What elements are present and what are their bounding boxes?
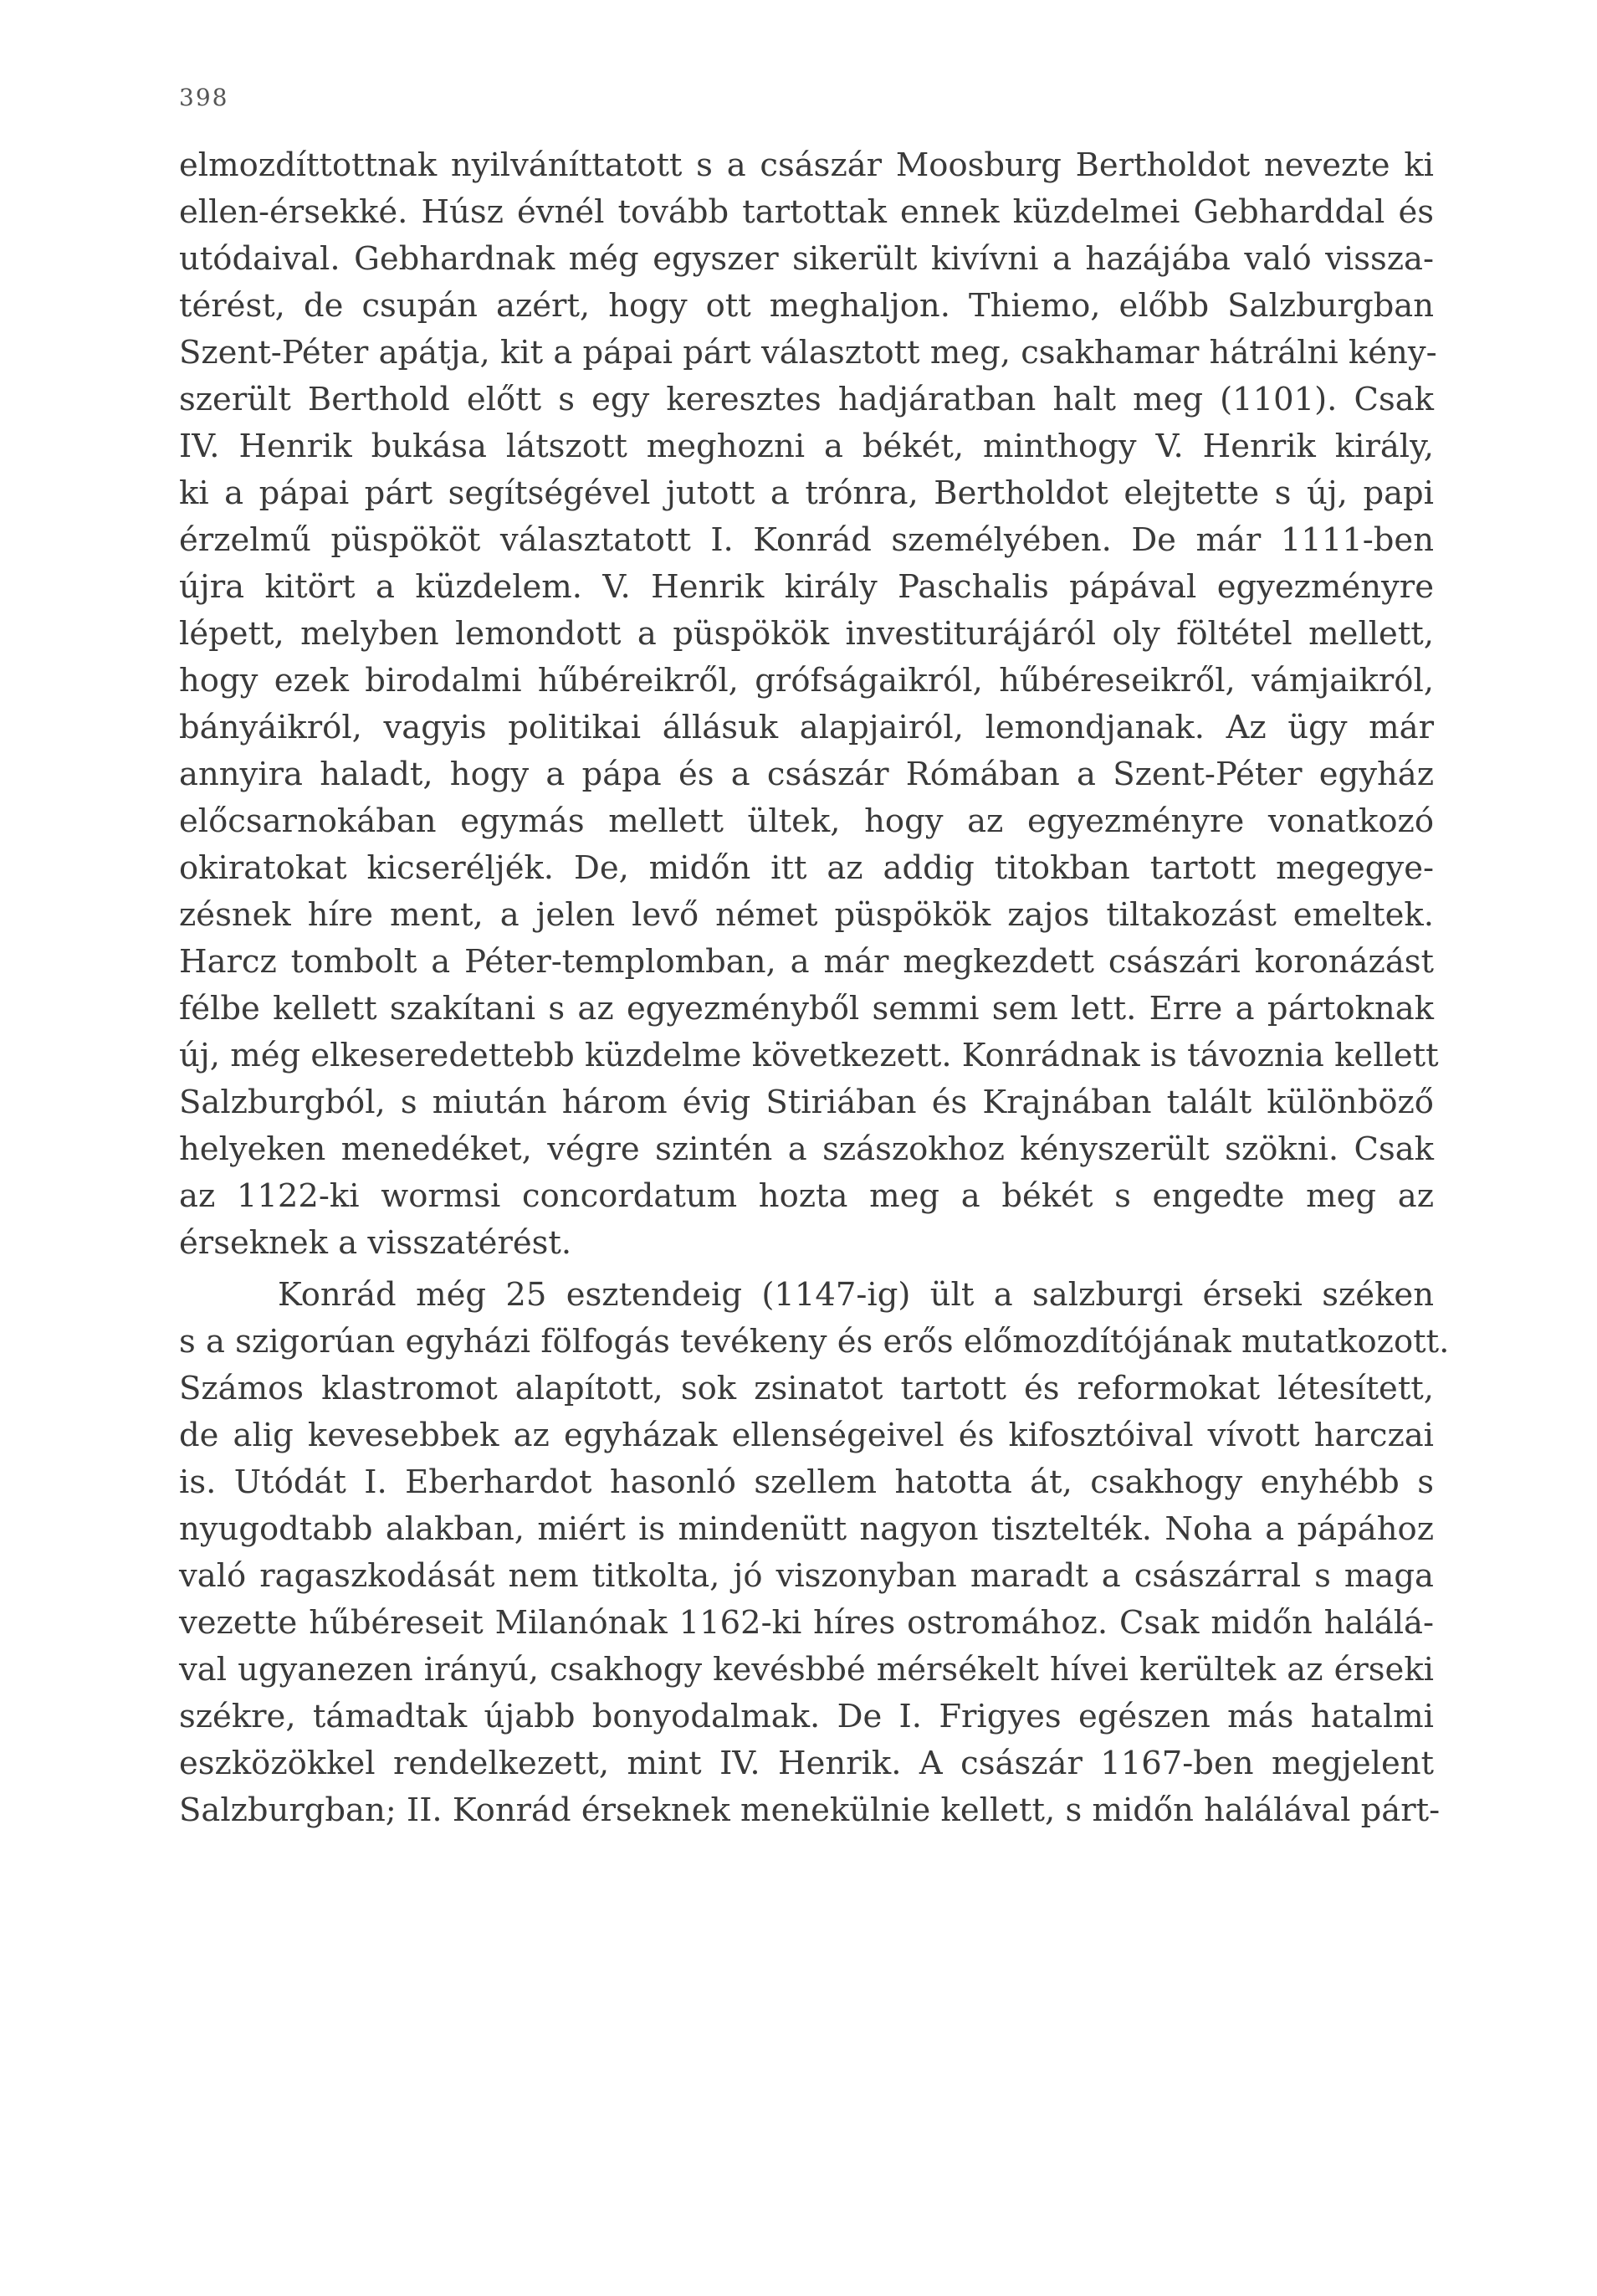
text-line: eszközökkel rendelkezett, mint IV. Henrik. A császár 1167-ben megjelent	[179, 1745, 1434, 1782]
text-line: az 1122-ki wormsi concordatum hozta meg a békét s engedte meg az	[179, 1177, 1434, 1215]
text-line: IV. Henrik bukása látszott meghozni a békét, minthogy V. Henrik király,	[179, 428, 1434, 465]
paragraph	[179, 142, 1439, 1267]
text-line: való ragaszkodását nem titkolta, jó viszonyban maradt a császárral s maga	[179, 1557, 1434, 1595]
text-line: annyira haladt, hogy a pápa és a császár Rómában a Szent-Péter egyház	[179, 756, 1434, 793]
text-line: félbe kellett szakítani s az egyezményből semmi sem lett. Erre a pártoknak	[179, 990, 1434, 1028]
text-line: Salzburgban; II. Konrád érseknek menekülnie kellett, s midőn halálával párt-	[179, 1791, 1441, 1829]
text-line: vezette hűbéreseit Milanónak 1162-ki híres ostromához. Csak midőn halálá-	[179, 1604, 1434, 1642]
text-line: újra kitört a küzdelem. V. Henrik király Paschalis pápával egyezményre	[179, 568, 1434, 606]
text-line: val ugyanezen irányú, csakhogy kevésbbé mérsékelt hívei kerültek az érseki	[179, 1651, 1434, 1689]
text-line: zésnek híre ment, a jelen levő német püspökök zajos tiltakozást emeltek.	[179, 896, 1434, 934]
body-text	[179, 142, 1450, 1834]
text-line: helyeken menedéket, végre szintén a szászokhoz kényszerült szökni. Csak	[179, 1130, 1434, 1168]
text-line: szerült Berthold előtt s egy keresztes hadjáratban halt meg (1101). Csak	[179, 381, 1434, 418]
text-line: bányáikról, vagyis politikai állásuk alapjairól, lemondjanak. Az ügy már	[179, 709, 1434, 746]
page-number: 398	[179, 84, 229, 111]
text-line: de alig kevesebbek az egyházak ellenségeivel és kifosztóival vívott harczai	[179, 1417, 1434, 1454]
text-line: ellen-érsekké. Húsz évnél tovább tartottak ennek küzdelmei Gebharddal és	[179, 193, 1434, 231]
text-line: hogy ezek birodalmi hűbéreikről, grófságaikról, hűbéreseikről, vámjaikról,	[179, 662, 1434, 700]
text-line: érzelmű püspököt választatott I. Konrád személyében. De már 1111-ben	[179, 521, 1434, 559]
text-line: Szent-Péter apátja, kit a pápai párt választott meg, csakhamar hátrálni kény-	[179, 334, 1437, 372]
paragraph	[179, 1272, 1450, 1834]
text-line: ki a pápai párt segítségével jutott a trónra, Bertholdot elejtette s új, papi	[179, 474, 1434, 512]
text-line: térést, de csupán azért, hogy ott meghaljon. Thiemo, előbb Salzburgban	[179, 287, 1434, 325]
text-line: okiratokat kicseréljék. De, midőn itt az addig titokban tartott megegye-	[179, 849, 1434, 887]
text-line: lépett, melyben lemondott a püspökök investiturájáról oly föltétel mellett,	[179, 615, 1434, 653]
text-line: előcsarnokában egymás mellett ültek, hogy az egyezményre vonatkozó	[179, 802, 1434, 840]
text-line: Konrád még 25 esztendeig (1147-ig) ült a salzburgi érseki széken	[278, 1276, 1434, 1314]
text-line: is. Utódát I. Eberhardot hasonló szellem hatotta át, csakhogy enyhébb s	[179, 1463, 1434, 1501]
text-line: érseknek a visszatérést.	[179, 1224, 572, 1262]
text-line: utódaival. Gebhardnak még egyszer sikerült kivívni a hazájába való vissza-	[179, 240, 1434, 278]
text-line: Salzburgból, s miután három évig Stiriában és Krajnában talált különböző	[179, 1084, 1434, 1121]
text-line: székre, támadtak újabb bonyodalmak. De I. Frigyes egészen más hatalmi	[179, 1698, 1434, 1735]
text-line: Harcz tombolt a Péter-templomban, a már megkezdett császári koronázást	[179, 943, 1434, 981]
text-line: új, még elkeseredettebb küzdelme következett. Konrádnak is távoznia kellett	[179, 1037, 1439, 1074]
text-line: Számos klastromot alapított, sok zsinatot tartott és reformokat létesített,	[179, 1370, 1434, 1407]
text-line: s a szigorúan egyházi fölfogás tevékeny és erős előmozdítójának mutatkozott.	[179, 1323, 1450, 1361]
text-line: nyugodtabb alakban, miért is mindenütt nagyon tisztelték. Noha a pápához	[179, 1510, 1434, 1548]
text-line: elmozdíttottnak nyilváníttatott s a császár Moosburg Bertholdot nevezte ki	[179, 146, 1434, 184]
